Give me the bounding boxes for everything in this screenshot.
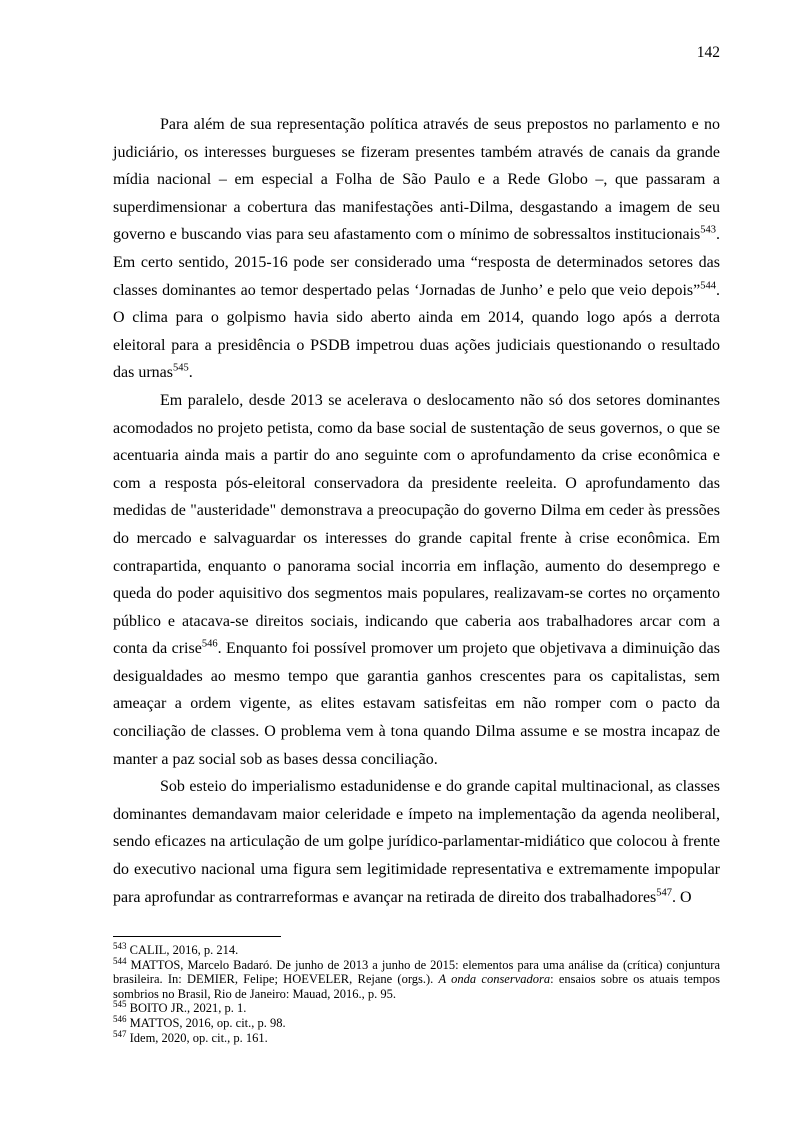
- text-run: BOITO JR., 2021, p. 1.: [126, 1001, 247, 1016]
- footnotes-section: [113, 940, 720, 1045]
- footnote-ref: 545: [172, 363, 189, 375]
- footnote-number: 545: [113, 999, 127, 1010]
- text-run: Para além de sua representação política através de seus prepostos no parlamento e no judiciário, os interesses burgueses se fizeram presentes também através de canais da grande mídia nacional – em especial a Folha de São Paulo e a Rede Globo –, que passaram a superdimensionar a cobertura das manifestações anti-Dilma, desgastando a imagem de seu governo e buscando vias para seu afastamento com o mínimo de sobressaltos institucionais: [113, 116, 720, 244]
- text-run: Em paralelo, desde 2013 se acelerava o deslocamento não só dos setores dominantes acomodados no projeto petista, como da base social de sustentação de seus governos, o que se acentuaria ainda mais a partir do ano seguinte com o aprofundamento da crise econômica e com a resposta pós-eleitoral conservadora da presidente reeleita. O aprofundamento das medidas de "austeridade" demonstrava a preocupação do governo Dilma em ceder às pressões do mercado e salvaguardar os interesses do grande capital frente à crise econômica. Em contrapartida, enquanto o panorama social incorria em inflação, aumento do desemprego e queda do poder aquisitivo dos segmentos mais populares, realizavam-se cortes no orçamento público e atacava-se direitos sociais, indicando que caberia aos trabalhadores arcar com a conta da crise: [113, 391, 720, 658]
- footnote-ref: 543: [700, 225, 716, 237]
- footnote: [113, 940, 720, 958]
- footnote: [113, 1013, 720, 1031]
- footnote-ref: 547: [656, 887, 673, 899]
- text-run: . Em certo sentido, 2015-16 pode ser considerado uma “resposta de determinados setores das classes dominantes ao temor despertado pelas ‘Jornadas de Junho’ e pelo que veio depois”: [113, 226, 720, 299]
- footnote-number: 543: [113, 940, 127, 951]
- footnote: [113, 955, 720, 1002]
- page-number: 142: [696, 44, 720, 61]
- italic-text: A onda conservadora: [438, 972, 551, 987]
- footnote-number: 544: [113, 955, 127, 966]
- footnote: [113, 1001, 720, 1016]
- text-run: Sob esteio do imperialismo estadunidense e do grande capital multinacional, as classes dominantes demandavam maior celeridade e ímpeto na implementação da agenda neoliberal, sendo eficazes na articulação de um golpe jurídico-parlamentar-midiático que colocou à frente do executivo nacional uma figura sem legitimidade representativa e extremamente impopular para aprofundar as contrarreformas e avançar na retirada de direito dos trabalhadores: [113, 778, 720, 906]
- footnote-ref: 546: [201, 638, 218, 650]
- paragraph: [113, 111, 720, 387]
- text-run: CALIL, 2016, p. 214.: [126, 943, 239, 957]
- text-run: MATTOS, 2016, op. cit., p. 98.: [126, 1015, 286, 1030]
- footnote-number: 546: [113, 1013, 127, 1024]
- text-run: .: [188, 364, 193, 382]
- text-run: Idem, 2020, op. cit., p. 161.: [126, 1030, 268, 1045]
- text-run: . O: [672, 888, 692, 906]
- footnote-number: 547: [113, 1028, 127, 1039]
- footnote-separator: [113, 936, 281, 937]
- paragraph: [113, 773, 720, 911]
- footnote-ref: 544: [700, 280, 716, 292]
- text-run: . O clima para o golpismo havia sido aberto ainda em 2014, quando logo após a derrota eleitoral para a presidência o PSDB impetrou duas ações judiciais questionando o resultado das urnas: [113, 281, 720, 382]
- text-run: : ensaios sobre os atuais tempos sombrios no Brasil, Rio de Janeiro: Mauad, 2016., p. 95.: [113, 972, 720, 1001]
- paragraph: [113, 387, 720, 773]
- text-run: MATTOS, Marcelo Badaró. De junho de 2013 a junho de 2015: elementos para uma análise da (crítica) conjuntura brasileira. In: DEMIER, Felipe; HOEVELER, Rejane (orgs.).: [113, 957, 720, 987]
- document-body: [113, 111, 720, 911]
- text-run: . Enquanto foi possível promover um projeto que objetivava a diminuição das desigualdades ao mesmo tempo que garantia ganhos crescentes para os capitalistas, sem ameaçar a ordem vigente, as elites estavam satisfeitas em não romper com o pacto da conciliação de classes. O problema vem à tona quando Dilma assume e se mostra incapaz de manter a paz social sob as bases dessa conciliação.: [113, 640, 721, 768]
- footnote: [113, 1028, 720, 1046]
